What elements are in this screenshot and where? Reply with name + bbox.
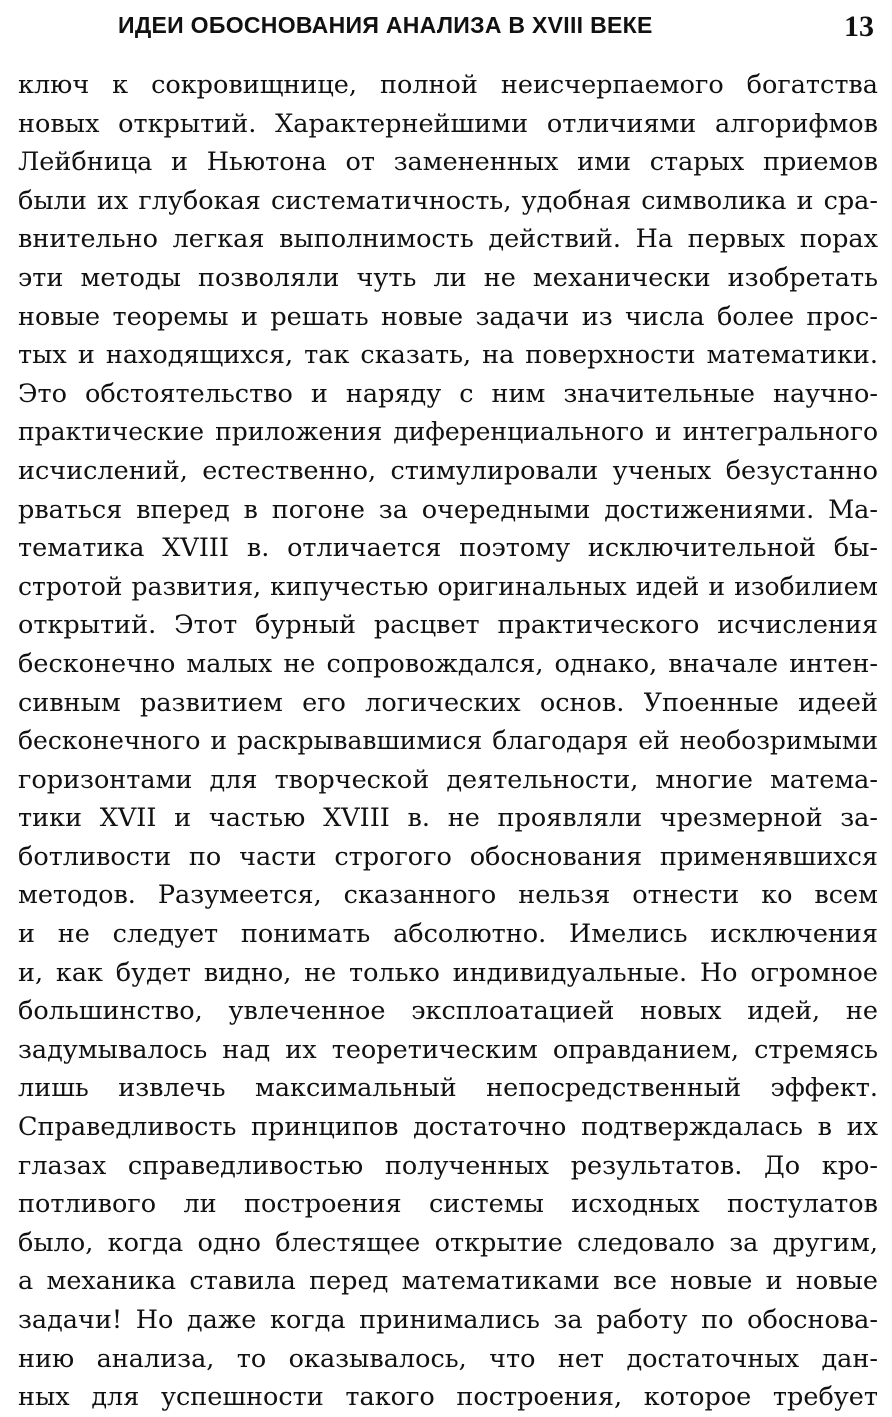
text-line: стротой развития, кипучестью оригинальных идей и изобилием (18, 571, 878, 601)
text-line: ботливости по части строгого обоснования применявшихся (18, 841, 878, 872)
text-line: внительно легкая выполнимость действий. На первых порах (18, 224, 878, 255)
text-line: Справедливость принципов достаточно подтверждалась в их (18, 1112, 878, 1143)
text-line: горизонтами для творческой деятельности, многие матема- (18, 764, 878, 795)
text-line: и не следует понимать абсолютно. Имелись исключения (18, 919, 878, 950)
text-line: а механика ставила перед математиками все новые и новые (18, 1266, 878, 1297)
text-line: практические приложения диференциального и интегрального (18, 417, 878, 447)
text-line: лишь извлечь максимальный непосредственный эффект. (18, 1073, 878, 1104)
text-line: нию анализа, то оказывалось, что нет достаточных дан- (18, 1343, 878, 1374)
text-line: задумывалось над их теоретическим оправданием, стремясь (18, 1034, 878, 1065)
text-line: открытий. Этот бурный расцвет практического исчисления (18, 610, 878, 641)
body-text (18, 66, 878, 1417)
text-line: Это обстоятельство и наряду с ним значительные научно- (18, 378, 878, 409)
text-line: было, когда одно блестящее открытие следовало за другим, (18, 1227, 878, 1258)
text-line: тематика XVIII в. отличается поэтому исключительной бы- (18, 533, 878, 564)
text-line: эти методы позволяли чуть ли не механически изобретать (18, 262, 878, 293)
running-header (18, 8, 878, 48)
text-line: потливого ли построения системы исходных постулатов (18, 1189, 878, 1220)
text-line: большинство, увлеченное эксплоатацией новых идей, не (18, 996, 878, 1027)
text-line: методов. Разумеется, сказанного нельзя отнести ко всем (18, 880, 878, 911)
text-line: были их глубокая систематичность, удобная символика и сра- (18, 185, 878, 216)
text-line: ключ к сокровищнице, полной неисчерпаемого богатства (18, 70, 878, 100)
text-line: Лейбница и Ньютона от замененных ими старых приемов (18, 147, 878, 178)
text-line: сивным развитием его логических основ. Упоенные идеей (18, 687, 878, 718)
page-number: 13 (844, 10, 874, 43)
text-line: тики XVII и частью XVIII в. не проявляли чрезмерной за- (18, 803, 878, 834)
text-line: исчислений, естественно, стимулировали ученых безустанно (18, 455, 878, 486)
text-line: задачи! Но даже когда принимались за работу по обоснова- (18, 1305, 878, 1335)
chapter-title: ИДЕИ ОБОСНОВАНИЯ АНАЛИЗА В XVIII ВЕКЕ (118, 12, 653, 38)
text-line: рваться вперед в погоне за очередными достижениями. Ма- (18, 494, 878, 525)
text-line: новых открытий. Характернейшими отличиями алгорифмов (18, 108, 878, 139)
text-line: бесконечного и раскрывавшимися благодаря ей необозримыми (18, 726, 878, 756)
text-line: новые теоремы и решать новые задачи из числа более прос- (18, 301, 878, 332)
text-line: ных для успешности такого построения, которое требует (18, 1382, 878, 1413)
text-line: тых и находящихся, так сказать, на поверхности математики. (18, 340, 878, 371)
text-line: бесконечно малых не сопровождался, однако, вначале интен- (18, 648, 878, 679)
text-line: глазах справедливостью полученных результатов. До кро- (18, 1150, 878, 1181)
text-line: и, как будет видно, не только индивидуальные. Но огромное (18, 957, 878, 988)
